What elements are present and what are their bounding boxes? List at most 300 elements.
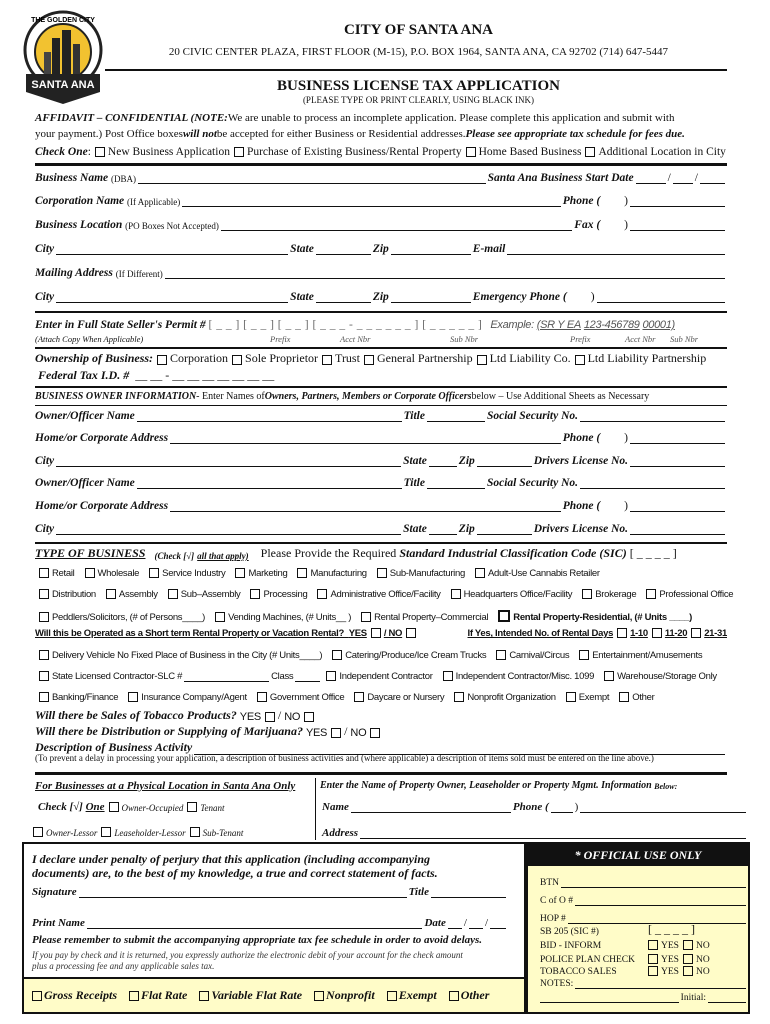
business-type-label: Entertainment/Amusements [592,650,703,661]
sb205-input[interactable]: [ _ _ _ _ ] [648,922,695,936]
slc-input[interactable] [184,671,269,682]
business-type-checkbox[interactable] [579,650,589,660]
fee-type-checkbox[interactable] [199,991,209,1001]
description-label: Description of Business Activity [35,740,193,754]
owner2-name-row [35,477,727,489]
tobacco-no-checkbox[interactable] [683,966,693,976]
business-type-checkbox[interactable] [454,692,464,702]
fax-label: Fax ( [574,219,601,231]
divider [35,405,727,406]
business-type-label: Adult-Use Cannabis Retailer [487,568,600,579]
slash: / [667,172,671,184]
fax-input[interactable] [630,220,725,231]
federal-tax-label: Federal Tax I.D. # [38,368,130,382]
checkbox-new-business[interactable] [95,147,105,157]
business-type-label: Wholesale [97,568,140,579]
fee-type-checkbox[interactable] [387,991,397,1001]
note: (PO Boxes Not Accepted) [125,221,219,231]
business-type-checkbox[interactable] [582,589,592,599]
state-input[interactable] [316,292,371,303]
official-fields [540,870,748,1003]
business-type-checkbox[interactable] [566,692,576,702]
sic-text: Please Provide the Required [260,546,397,560]
option-label: Home Based Business [478,146,582,158]
business-type-checkbox[interactable] [475,568,485,578]
police-label: POLICE PLAN CHECK [540,955,636,965]
state-input[interactable] [316,244,371,255]
business-type-checkbox[interactable] [215,612,225,622]
days-21-31-checkbox[interactable] [691,628,701,638]
phone-input[interactable] [630,433,725,444]
no-label: NO [350,727,367,739]
description-note: (To prevent a delay in processing your application, a description of business activities and (where applicable) a description of items sold must be entered on the line above.) [35,753,654,763]
business-type-label: Service Industry [162,568,226,579]
business-type-label: Other [632,692,655,703]
option-label: Additional Location in City [598,146,726,158]
checkbox-sub-tenant[interactable] [190,827,200,837]
fee-type-option[interactable] [449,988,490,1003]
corporation-name-input[interactable] [182,196,561,207]
tobacco-question: Will there be Sales of Tobacco Products? [35,708,237,722]
business-type-checkbox[interactable] [354,692,364,702]
property-address-row [322,827,748,839]
corporation-row [35,195,727,207]
marijuana-yes-checkbox[interactable] [331,728,341,738]
business-type-checkbox[interactable] [332,650,342,660]
affidavit-text: your payment.) Post Office boxes [35,128,183,140]
owner-info-heading [35,391,727,402]
no-label: NO [284,711,301,723]
email-label: E-mail [472,243,506,255]
title-label: Title [403,410,425,422]
one-label: One [85,801,105,813]
home-address-input[interactable] [170,433,561,444]
divider [315,778,316,840]
contractor-row [35,671,727,682]
fee-type-label: Gross Receipts [44,988,117,1002]
slash: / [694,172,698,184]
checkbox-trust[interactable] [322,355,332,365]
notes-input-2[interactable] [540,992,679,1003]
business-location-row [35,219,727,231]
checkbox-corporation[interactable] [157,355,167,365]
business-name-input[interactable] [138,173,486,184]
prefix-caption: Prefix [570,334,591,344]
notes-label: NOTES: [540,979,574,989]
federal-tax-input[interactable]: __ __ - __ __ __ __ __ __ __ [135,368,275,382]
checkbox-llc[interactable] [477,355,487,365]
business-type-checkbox[interactable] [326,671,336,681]
fee-type-checkbox[interactable] [449,991,459,1001]
property-address-input[interactable] [360,828,746,839]
spacer [602,502,622,512]
initial-input[interactable] [708,992,746,1003]
option-label: Sub-Tenant [202,828,244,838]
business-type-label: Warehouse/Storage Only [617,671,717,682]
location-check-row2 [33,827,310,838]
business-type-row [35,589,734,600]
home-address-label: Home/or Corporate Address [35,500,169,512]
business-type-checkbox[interactable] [377,568,387,578]
business-type-checkbox[interactable] [168,589,178,599]
yes-label: YES [239,711,261,723]
checkbox-owner-lessor[interactable] [33,827,43,837]
days-1-10-checkbox[interactable] [617,628,627,638]
city-input[interactable] [56,292,288,303]
property-name-label: Name [322,801,349,813]
area-code[interactable] [551,802,573,813]
acct-caption: Acct Nbr [625,334,656,344]
fee-type-option[interactable] [387,988,437,1003]
business-type-checkbox[interactable] [257,692,267,702]
prefix-caption: Prefix [270,334,291,344]
date-day[interactable] [469,918,483,929]
location-check-row [38,801,310,813]
text: Owners, Partners, Members or Corporate Officers [264,391,472,402]
zip-label: Zip [458,455,475,467]
type-label: TYPE OF BUSINESS [35,546,146,560]
city-title: CITY OF SANTA ANA [343,22,494,38]
checkbox-leaseholder-lessor[interactable] [101,827,111,837]
business-type-label: Insurance Company/Agent [141,692,247,703]
city-label: City [35,455,55,467]
class-label: Class [271,671,294,682]
business-name-row [35,172,727,184]
zip-input[interactable] [391,292,471,303]
fee-type-option[interactable] [32,988,117,1003]
emergency-phone-input[interactable] [597,292,725,303]
business-type-checkbox[interactable] [646,589,656,599]
check-one-row: Check One : New Business Application Purchase of Existing Business/Rental Property Home Based Business Additional Location in City [35,146,726,158]
business-type-checkbox[interactable] [39,612,49,622]
business-type-checkbox[interactable] [250,589,260,599]
days-label: 1-10 [630,628,648,639]
city-input[interactable] [56,456,401,467]
location-heading [35,780,310,792]
paren: ) [624,500,628,512]
slash: / [463,917,467,929]
checkbox-llp[interactable] [575,355,585,365]
federal-tax-row [38,368,727,383]
state-label: State [290,291,314,303]
business-type-label: Retail [52,568,75,579]
ssn-input[interactable] [580,478,725,489]
sic-label: Standard Industrial Classification Code (SIC) [399,546,627,560]
start-date-month[interactable] [636,173,666,184]
yes-label: YES [661,967,679,977]
option-label: Owner-Lessor [46,828,98,838]
property-name-input[interactable] [351,802,511,813]
state-input[interactable] [429,524,457,535]
fee-type-option[interactable] [199,988,302,1003]
tobacco-yes-checkbox[interactable] [648,966,658,976]
title-label: Title [403,477,425,489]
title-input[interactable] [427,411,485,422]
property-heading-text: Enter the Name of Property Owner, Leaseholder or Property Mgmt. Information [320,780,652,791]
yes-label: YES [348,628,367,639]
city-input[interactable] [56,244,288,255]
business-type-checkbox[interactable] [317,589,327,599]
print-name-input[interactable] [87,918,423,929]
signature-input[interactable] [79,887,407,898]
business-type-checkbox[interactable] [297,568,307,578]
business-type-row [35,692,727,703]
business-type-checkbox[interactable] [235,568,245,578]
date-year[interactable] [490,918,506,929]
check-note: If you pay by check and it is returned, you expressly authorize the electronic debit of your account for the check amount plus a processing fee and any applicable sales tax. [32,950,463,971]
business-type-label: Delivery Vehicle No Fixed Place of Business in the City (# Units____) [52,650,323,661]
spacer [602,221,622,231]
declaration-text: I declare under penalty of perjury that this application (including accompanying documents) are, to the best of my knowledge, a true and correct statement of facts. [32,852,438,880]
business-location-label: Business Location [35,219,123,231]
affidavit-text: We are unable to process an incomplete application. Please complete this application and submit with [227,112,675,124]
days-11-20-checkbox[interactable] [652,628,662,638]
dl-input[interactable] [630,524,725,535]
phone-label: Phone ( [562,195,601,207]
checkbox-owner-occupied[interactable] [109,802,119,812]
hop-label: HOP # [540,914,566,924]
fee-type-label: Exempt [398,988,437,1002]
class-input[interactable] [295,671,320,682]
spacer [602,197,622,207]
checkbox-sole-proprietor[interactable] [232,355,242,365]
start-date-day[interactable] [673,173,693,184]
zip-label: Zip [372,291,389,303]
tobacco-yes-checkbox[interactable] [265,712,275,722]
checkbox-state-licensed-contractor[interactable] [39,671,49,681]
option-label: Trust [335,351,360,365]
date-month[interactable] [448,918,462,929]
email-input[interactable] [507,244,725,255]
cofo-label: C of O # [540,896,573,906]
phone-input[interactable] [630,196,725,207]
permit-row [35,319,727,331]
option-label: Leaseholder-Lessor [114,828,186,838]
home-address-input[interactable] [170,501,561,512]
business-type-checkbox[interactable] [443,671,453,681]
sic-input[interactable]: [ _ _ _ _ ] [629,546,677,560]
attach-note: (Attach Copy When Applicable) [35,334,144,344]
fee-type-label: Nonprofit [326,988,375,1002]
mailing-row [35,267,727,279]
ownership-row [35,351,727,366]
state-input[interactable] [429,456,457,467]
option-label: Ltd Liability Partnership [587,351,707,365]
example-label: Example: [490,319,534,331]
print-name-label: Print Name [32,917,85,929]
business-type-checkbox[interactable] [128,692,138,702]
tobacco-row: Will there be Sales of Tobacco Products? YES / NO [35,708,727,723]
svg-text:SANTA ANA: SANTA ANA [31,79,95,91]
btn-input[interactable] [561,877,746,888]
business-type-label: Distribution [52,589,96,600]
fee-type-option[interactable] [129,988,187,1003]
business-type-checkbox[interactable] [496,650,506,660]
corporation-name-label: Corporation Name [35,195,125,207]
business-type-label: Rental Property–Commercial [374,612,489,623]
paren: ) [624,219,628,231]
permit-input[interactable]: [ _ _ ] [ _ _ ] [ _ _ ] [ _ _ _ - _ _ _ _ _ _ ] [ _ _ _ _ _ ] [208,319,483,331]
option-label: New Business Application [107,146,230,158]
ssn-input[interactable] [580,411,725,422]
start-date-year[interactable] [700,173,725,184]
business-type-label: Manufacturing [310,568,367,579]
cofo-input[interactable] [575,895,746,906]
business-type-label: Headquarters Office/Facility [463,589,573,600]
phone-label: Phone ( [562,432,601,444]
fee-type-checkbox[interactable] [129,991,139,1001]
short-term-no-checkbox[interactable] [406,628,416,638]
paren: ) [574,801,579,813]
marijuana-no-checkbox[interactable] [370,728,380,738]
example-prefix: (SR Y EA [536,319,581,331]
mailing-input[interactable] [165,268,725,279]
permit-label: Enter in Full State Seller's Permit # [35,319,206,331]
rental-days-label: If Yes, Intended No. of Rental Days [467,628,614,639]
form-subtitle: (PLEASE TYPE OR PRINT CLEARLY, USING BLACK INK) [302,95,535,105]
property-heading [320,780,748,791]
phone-input[interactable] [630,501,725,512]
no-label: / NO [383,628,403,639]
fee-type-checkbox[interactable] [314,991,324,1001]
no-label: NO [695,955,710,965]
official-use-box [526,842,750,1014]
fee-type-option[interactable] [314,988,375,1003]
signature-row [32,886,508,898]
business-type-label: Administrative Office/Facility [330,589,441,600]
business-type-checkbox[interactable] [498,610,510,622]
start-date-label: Santa Ana Business Start Date [487,172,634,184]
btn-label: BTN [540,878,559,888]
business-type-checkbox[interactable] [451,589,461,599]
spacer [602,434,622,444]
paren: ) [624,432,628,444]
business-type-checkbox[interactable] [361,612,371,622]
business-type-label: Catering/Produce/Ice Cream Trucks [345,650,487,661]
initial-label: Initial: [680,993,706,1003]
title-input[interactable] [431,887,506,898]
dl-input[interactable] [630,456,725,467]
note: (If Different) [115,269,163,279]
yes-label: YES [661,955,679,965]
tobacco-no-checkbox[interactable] [304,712,314,722]
business-type-label: Brokerage [595,589,637,600]
home-address-label: Home/or Corporate Address [35,432,169,444]
spacer [569,293,589,303]
short-term-rental-row [35,628,727,639]
police-no-checkbox[interactable] [683,954,693,964]
business-type-row [35,568,727,579]
fee-type-label: Flat Rate [141,988,188,1002]
city-input[interactable] [56,524,401,535]
bid-label: BID - INFORM [540,941,602,951]
zip-input[interactable] [391,244,471,255]
business-location-input[interactable] [221,220,572,231]
divider [35,163,727,166]
business-type-checkbox[interactable] [149,568,159,578]
affidavit-line2 [35,128,727,140]
option-label: Tenant [200,803,225,813]
short-term-yes-checkbox[interactable] [371,628,381,638]
check-note: (Check [√] [154,551,195,561]
location-heading-text: For Businesses at a Physical Location in Santa Ana Only [35,780,296,792]
business-type-checkbox[interactable] [106,589,116,599]
officer-name-input[interactable] [137,478,402,489]
official-use-heading: * OFFICIAL USE ONLY [528,844,748,866]
option-label: Purchase of Existing Business/Rental Property [246,146,462,158]
zip-input[interactable] [477,456,532,467]
owner1-address-row [35,432,727,444]
business-type-checkbox[interactable] [619,692,629,702]
city-label: City [35,523,55,535]
option-label: Ltd Liability Co. [489,351,571,365]
city-row [35,243,727,255]
owner2-city-row [35,523,727,535]
officer-name-input[interactable] [137,411,402,422]
affidavit-emphasis: Please see appropriate tax schedule for fees due. [465,128,685,140]
checkbox-additional-location[interactable] [585,147,595,157]
business-type-checkbox[interactable] [39,589,49,599]
fee-type-label: Variable Flat Rate [211,988,303,1002]
check-one-label: Check One [35,146,88,158]
fee-type-label: Other [460,988,490,1002]
bid-yes-checkbox[interactable] [648,940,658,950]
property-phone-input[interactable] [580,802,746,813]
business-type-label: Nonprofit Organization [467,692,556,703]
slash: / [484,917,488,929]
yes-label: YES [661,941,679,951]
business-type-label: Independent Contractor/Misc. 1099 [455,671,595,682]
business-type-checkbox[interactable] [39,692,49,702]
ssn-label: Social Security No. [486,410,578,422]
business-type-label: Government Office [269,692,345,703]
acct-caption: Acct Nbr [340,334,371,344]
zip-label: Zip [458,523,475,535]
checkbox-purchase-existing[interactable] [234,147,244,157]
business-type-label: Independent Contractor [339,671,433,682]
business-type-checkbox[interactable] [39,568,49,578]
business-name-label: Business Name [35,172,109,184]
business-type-checkbox[interactable] [39,650,49,660]
property-name-row [322,801,748,813]
city-label: City [35,243,55,255]
business-type-row [35,610,727,623]
fee-type-checkbox[interactable] [32,991,42,1001]
bid-no-checkbox[interactable] [683,940,693,950]
state-label: State [290,243,314,255]
police-yes-checkbox[interactable] [648,954,658,964]
business-type-label: Sub-Manufacturing [389,568,465,579]
slc-label: State Licensed Contractor-SLC # [52,671,183,682]
emergency-phone-label: Emergency Phone ( [472,291,567,303]
city-address: 20 CIVIC CENTER PLAZA, FIRST FLOOR (M-15), P.O. BOX 1964, SANTA ANA, CA 92702 (714) 647-5447 [168,46,669,58]
zip-input[interactable] [477,524,532,535]
city-label: City [35,291,55,303]
affidavit-text: be accepted for either Business or Residential addresses. [216,128,466,140]
divider [35,772,727,775]
option-label: Sole Proprietor [245,351,319,365]
title-input[interactable] [427,478,485,489]
divider [35,347,727,349]
paren: ) [624,195,628,207]
notes-input[interactable] [575,978,746,989]
checkbox-home-based[interactable] [466,147,476,157]
business-type-checkbox[interactable] [85,568,95,578]
business-type-checkbox[interactable] [604,671,614,681]
checkbox-tenant[interactable] [187,802,197,812]
divider [35,542,727,544]
checkbox-general-partnership[interactable] [364,355,374,365]
